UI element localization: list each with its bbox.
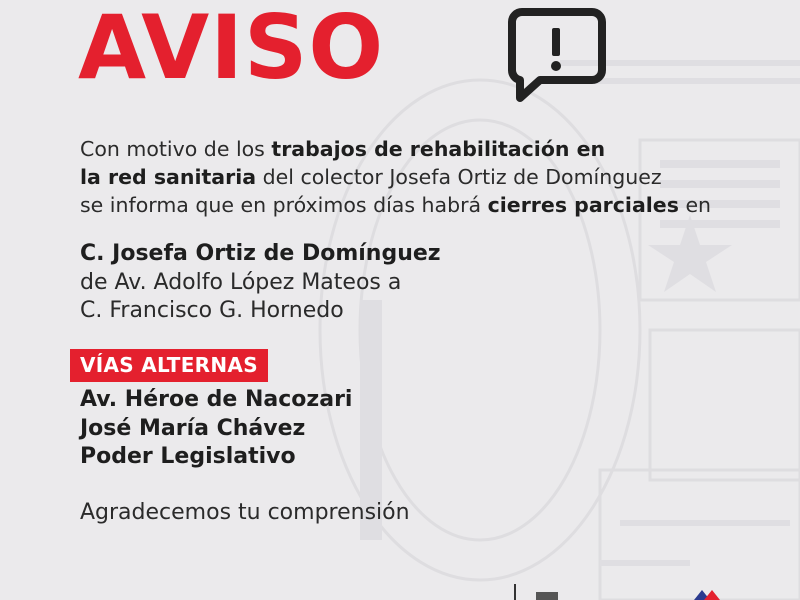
intro-line-1 [80, 135, 740, 163]
closure-street [80, 240, 441, 326]
alternates-list [80, 386, 352, 472]
footer-logo-left [512, 582, 562, 600]
closing-message: Agradecemos tu comprensión [80, 500, 410, 525]
speech-bubble-exclamation-icon [506, 4, 606, 102]
street-to: C. Francisco G. Hornedo [80, 298, 344, 323]
intro-emphasis: trabajos de rehabilitación en [271, 137, 606, 161]
intro-text: del colector Josefa Ortiz de Domínguez [256, 165, 662, 189]
footer-logo-right [690, 582, 730, 600]
alternate-route: José María Chávez [80, 415, 306, 441]
intro-paragraph [80, 135, 740, 219]
intro-text: Con motivo de los [80, 137, 272, 161]
street-name: C. Josefa Ortiz de Domínguez [80, 241, 441, 266]
alternate-route: Av. Héroe de Nacozari [80, 387, 353, 412]
intro-emphasis: cierres parciales [487, 193, 679, 217]
street-from: de Av. Adolfo López Mateos a [80, 269, 402, 295]
page-title: AVISO [78, 0, 385, 99]
intro-line-2 [80, 163, 740, 191]
intro-text: en [678, 193, 712, 217]
intro-text: se informa que en próximos días habrá [80, 193, 488, 217]
intro-line-3 [80, 191, 740, 219]
alternates-badge: VÍAS ALTERNAS [70, 349, 268, 382]
intro-emphasis: la red sanitaria [80, 165, 257, 189]
alternate-route: Poder Legislativo [80, 444, 296, 469]
